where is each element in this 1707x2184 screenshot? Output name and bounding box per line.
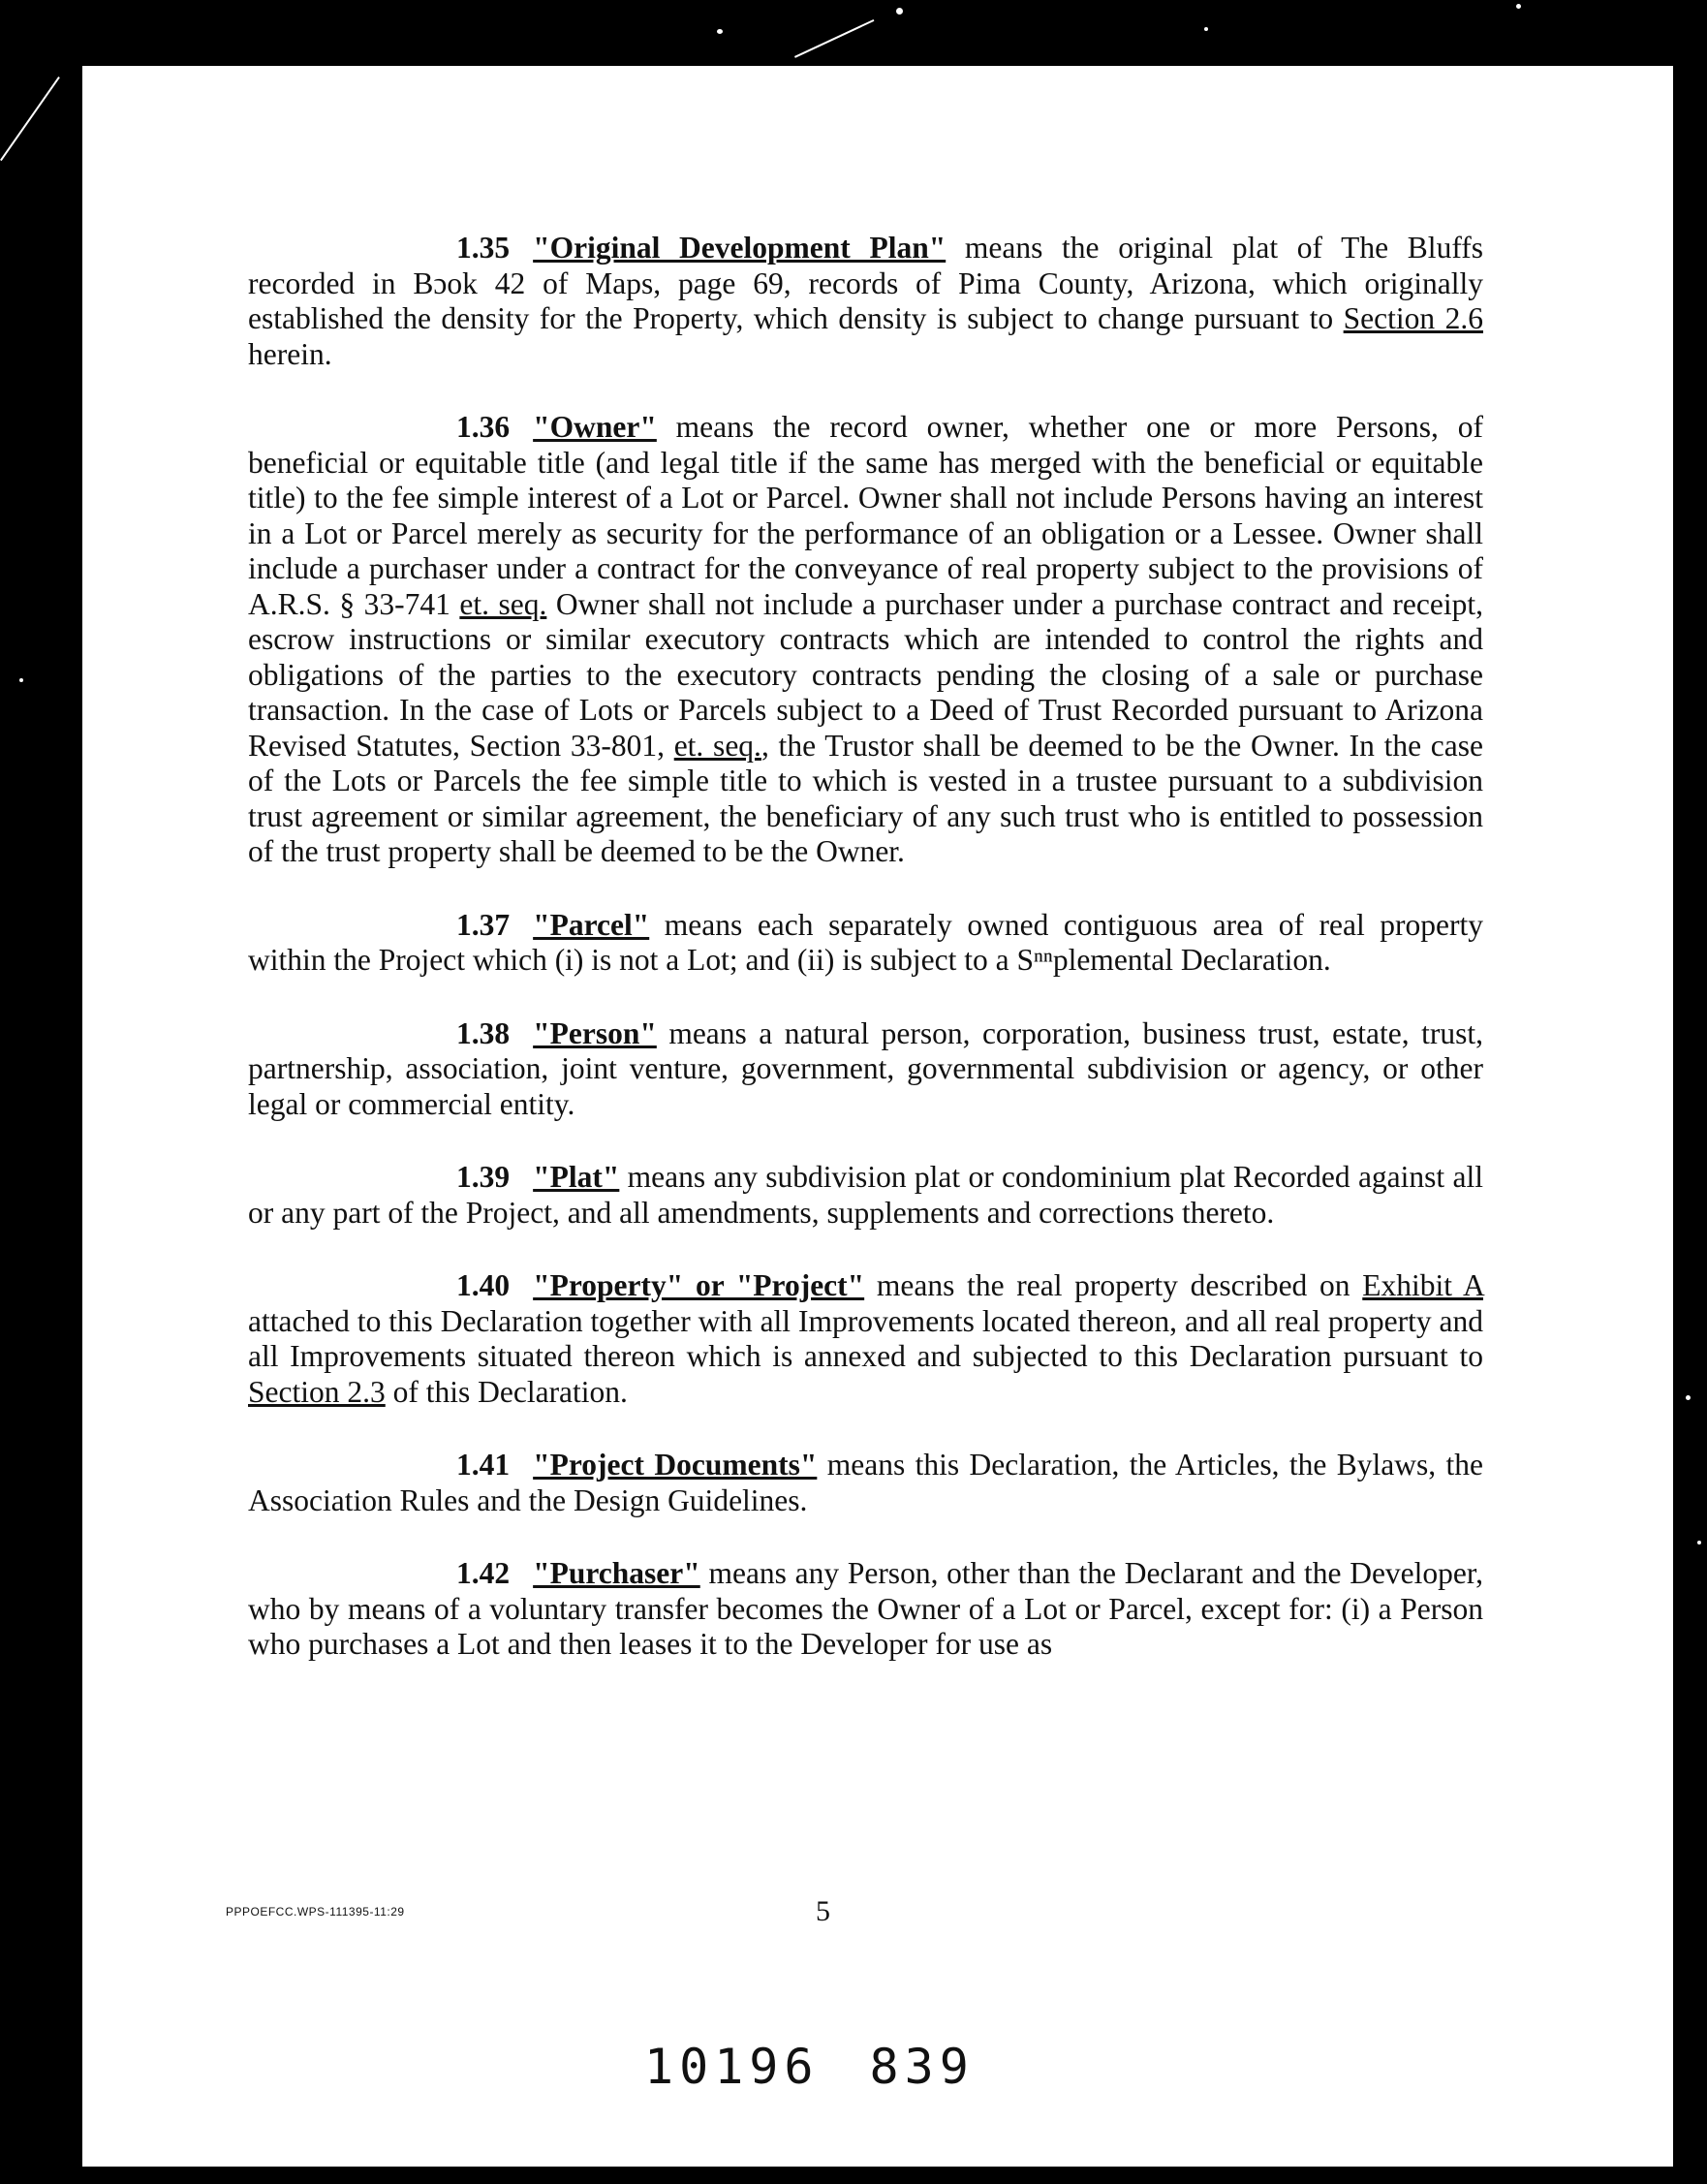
definition-text: herein.: [248, 336, 332, 371]
citation-reference: et. seq.: [459, 586, 547, 621]
definition-text: means a natural person, corporation, business trust, estate, trust, partnership, association, joint venture, government, governmental subdivision or agency, or other legal or commercial entity.: [248, 1015, 1483, 1121]
definition-text: Owner shall not include a purchaser under a purchase contract and receipt, escrow instructions or similar executory contracts which are intended to control the rights and obligations of the parties to the executory contracts pending the closing of a sale or purchase transaction. In the case of Lots or Parcels subject to a Deed of Trust Recorded pursuant to Arizona Revised Statutes, Section 33-801,: [248, 586, 1483, 763]
definition-text: means the record owner, whether one or more Persons, of beneficial or equitable title (and legal title if the same has merged with the beneficial or equitable title) to the fee simple interest of a Lot or Parcel. Owner shall not include Persons having an interest in a Lot or Parcel merely as security for the performance of an obligation or a Lessee. Owner shall include a purchaser under a contract for the conveyance of real property subject to the provisions of A.R.S. § 33-741: [248, 410, 1483, 621]
definition-1-41: [248, 1448, 1483, 1518]
scan-speck: [1697, 1541, 1701, 1544]
definition-text: means each separately owned contiguous area of real property within the Project which (i) is not a Lot; and (ii) is subject to a Sⁿⁿplemental Declaration.: [248, 907, 1483, 977]
defined-term: "Purchaser": [533, 1556, 700, 1590]
document-code: PPPOEFCC.WPS-111395-11:29: [226, 1905, 405, 1919]
definition-text: means any subdivision plat or condominium plat Recorded against all or any part of the Project, and all amendments, supplements and corrections thereto.: [248, 1160, 1483, 1230]
section-number: 1.39: [456, 1160, 511, 1194]
defined-term: "Parcel": [533, 907, 650, 942]
definition-1-40: [248, 1268, 1483, 1410]
defined-term: "Plat": [533, 1160, 620, 1194]
definition-text: of this Declaration.: [385, 1374, 628, 1409]
defined-term: "Owner": [533, 410, 657, 444]
section-number: 1.36: [456, 410, 511, 444]
book-page-number: 839: [869, 2039, 975, 2095]
definition-text: means this Declaration, the Articles, the Bylaws, the Association Rules and the Design Guidelines.: [248, 1448, 1484, 1517]
page-number: 5: [816, 1895, 830, 1927]
definition-text: attached to this Declaration together with all Improvements located thereon, and all real property and all Improvements situated thereon which is annexed and subjected to this Declaration pursuant to: [248, 1303, 1483, 1373]
section-number: 1.40: [456, 1268, 511, 1302]
scan-edge-line: [794, 19, 874, 58]
definition-1-36: [248, 410, 1483, 870]
scan-edge-line: [0, 77, 60, 161]
defined-term: "Original Development Plan": [533, 231, 947, 265]
scan-speck: [19, 678, 23, 682]
document-body: [248, 231, 1483, 1700]
defined-term: "Property" or "Project": [533, 1268, 865, 1302]
definition-text: means the real property described on: [864, 1268, 1363, 1302]
section-number: 1.38: [456, 1015, 511, 1050]
definition-1-35: [248, 231, 1483, 372]
scan-speck: [1516, 4, 1521, 9]
section-number: 1.35: [456, 231, 511, 265]
definition-1-39: [248, 1160, 1483, 1231]
definition-1-38: [248, 1016, 1483, 1123]
exhibit-reference: Exhibit A: [1362, 1268, 1483, 1302]
recording-stamp: [644, 2039, 975, 2095]
scan-speck: [896, 8, 903, 15]
book-number: 10196: [644, 2039, 820, 2095]
defined-term: "Project Documents": [533, 1448, 818, 1482]
section-number: 1.42: [456, 1556, 511, 1590]
section-reference: Section 2.3: [248, 1374, 386, 1409]
definition-text: , the Trustor shall be deemed to be the Owner. In the case of the Lots or Parcels the fee simple title to which is vested in a trustee pursuant to a subdivision trust agreement or similar agreement, the beneficiary of any such trust who is entitled to possession of the trust property shall be deemed to be the Owner.: [248, 728, 1484, 868]
scan-speck: [717, 29, 723, 34]
scan-speck: [1686, 1395, 1691, 1400]
definition-text: means any Person, other than the Declarant and the Developer, who by means of a voluntary transfer becomes the Owner of a Lot or Parcel, except for: (i) a Person who purchases a Lot and then leases it to the Developer for use as: [248, 1556, 1483, 1661]
definition-1-37: [248, 908, 1483, 979]
section-number: 1.41: [456, 1448, 511, 1482]
definition-1-42: [248, 1556, 1483, 1663]
section-reference: Section 2.6: [1343, 301, 1483, 335]
defined-term: "Person": [533, 1015, 657, 1050]
section-number: 1.37: [456, 907, 511, 942]
definition-text: means the original plat of The Bluffs recorded in Bɔok 42 of Maps, page 69, records of Pima County, Arizona, which originally established the density for the Property, which density is subject to change pursuant to: [248, 231, 1483, 335]
scan-speck: [1204, 27, 1208, 31]
citation-reference: et. seq.: [673, 728, 761, 763]
